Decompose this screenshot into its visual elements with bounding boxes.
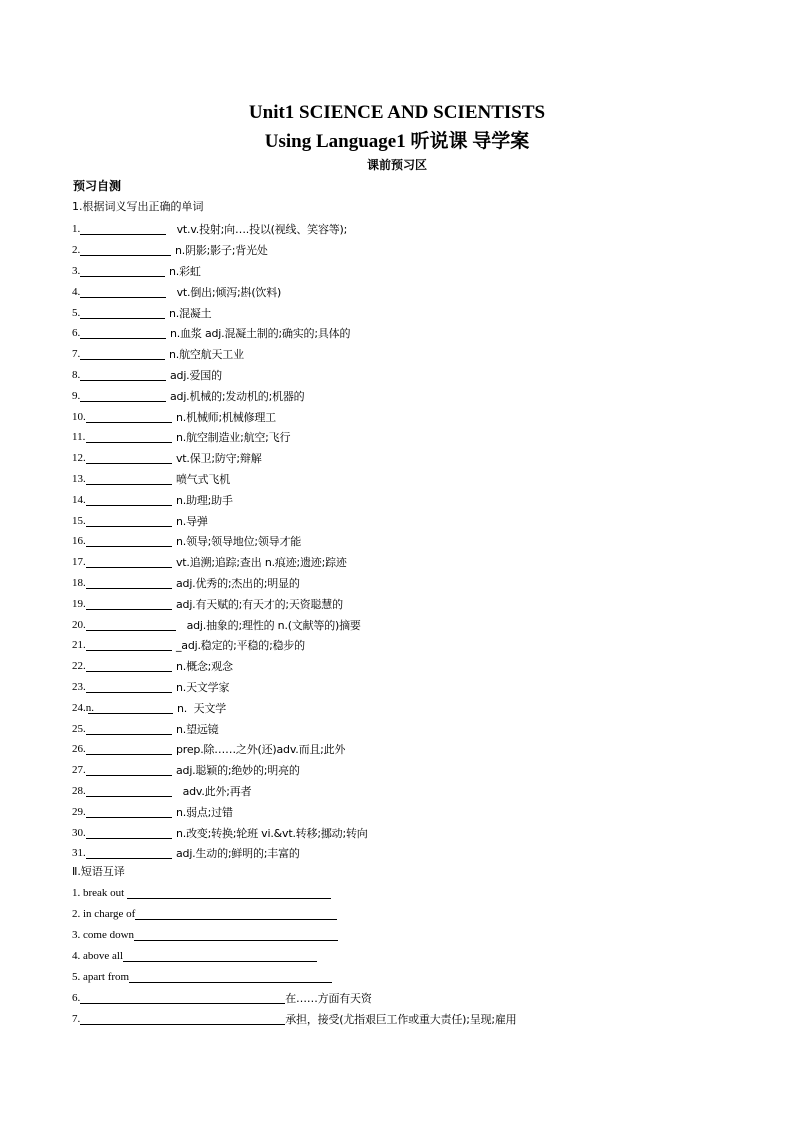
answer-blank[interactable] — [129, 971, 332, 983]
vocab-item — [72, 510, 732, 531]
word-meaning: adv.此外;再者 — [176, 784, 252, 798]
item-number: 18. — [72, 576, 86, 589]
vocab-item — [72, 489, 732, 510]
vocab-item — [72, 469, 732, 490]
vocab-item — [72, 302, 732, 323]
answer-blank[interactable] — [80, 244, 171, 256]
vocab-item — [72, 593, 732, 614]
vocab-item — [72, 406, 732, 427]
section-label: 课前预习区 — [366, 158, 427, 172]
answer-blank[interactable] — [86, 577, 172, 589]
item-number: 16. — [72, 535, 86, 548]
item-number: 27. — [72, 764, 86, 777]
answer-blank[interactable] — [86, 785, 172, 797]
item-number: 15. — [72, 514, 86, 527]
word-meaning: n.天文学家 — [176, 680, 230, 694]
word-meaning: adj.聪颖的;绝妙的;明亮的 — [176, 764, 300, 778]
answer-blank[interactable] — [80, 369, 166, 381]
word-meaning: vt.保卫;防守;辩解 — [176, 452, 262, 466]
phrase-label: 6. — [72, 991, 81, 1004]
vocab-item — [72, 344, 732, 365]
word-meaning: n.望远镜 — [176, 722, 219, 736]
item-number: 12. — [72, 452, 86, 465]
phrase-label: 5. apart from — [72, 971, 130, 983]
phrase-label: 4. above all — [72, 950, 124, 963]
item-number: 13. — [72, 472, 86, 485]
item-number: 25. — [72, 722, 86, 735]
vocab-item — [72, 323, 732, 344]
phrase-item — [72, 904, 732, 925]
item-number: 28. — [72, 784, 86, 797]
answer-blank[interactable] — [80, 286, 166, 298]
vocab-item — [72, 677, 732, 698]
word-meaning: n.阴影;影子;背光处 — [175, 244, 268, 258]
vocab-item — [72, 697, 732, 718]
word-meaning: adj.生动的;鲜明的;丰富的 — [176, 847, 300, 861]
item-number: 22. — [72, 660, 86, 673]
vocab-item — [72, 614, 732, 635]
vocab-item — [72, 635, 732, 656]
item-number: 2. — [72, 244, 81, 257]
answer-blank[interactable] — [86, 619, 176, 631]
item-number: 26. — [72, 743, 86, 756]
answer-blank[interactable] — [86, 639, 172, 651]
answer-blank[interactable] — [86, 598, 172, 610]
word-meaning: prep.除……之外(还)adv.而且;此外 — [176, 743, 346, 757]
answer-blank[interactable] — [86, 681, 172, 693]
vocab-item — [72, 281, 732, 302]
word-meaning: n.领导;领导地位;领导才能 — [176, 535, 302, 549]
answer-blank[interactable] — [80, 1013, 285, 1025]
vocab-item — [72, 760, 732, 781]
item-number: 23. — [72, 680, 86, 693]
word-meaning: n. 天文学 — [177, 701, 227, 715]
item-number: 3. — [72, 264, 81, 277]
word-meaning: n.弱点;过错 — [176, 805, 233, 819]
item-number: 17. — [72, 556, 86, 569]
phrase-heading: Ⅱ.短语互译 — [72, 865, 125, 878]
answer-blank[interactable] — [80, 992, 285, 1004]
vocab-item — [72, 427, 732, 448]
word-meaning: n.助理;助手 — [176, 493, 233, 507]
vocab-item — [72, 822, 732, 843]
phrase-label: 7. — [72, 1012, 81, 1025]
vocab-item — [72, 531, 732, 552]
item-number: 6. — [72, 327, 81, 340]
item-number: 8. — [72, 368, 81, 381]
phrase-label: 3. come down — [72, 929, 135, 942]
phrase-meaning: 在……方面有天资 — [285, 991, 372, 1005]
answer-blank[interactable] — [86, 473, 172, 485]
phrase-meaning: 承担，接受(尤指艰巨工作或重大责任);呈现;雇用 — [285, 1012, 517, 1026]
word-meaning: n.血浆 adj.混凝土制的;确实的;具体的 — [170, 327, 351, 341]
answer-blank[interactable] — [88, 702, 173, 714]
word-meaning: n.混凝土 — [169, 306, 212, 320]
phrase-list — [72, 883, 732, 1029]
answer-blank[interactable] — [80, 390, 166, 402]
item-number: 20. — [72, 618, 86, 631]
answer-blank[interactable] — [123, 950, 317, 962]
vocab-item — [72, 781, 732, 802]
answer-blank[interactable] — [86, 764, 172, 776]
item-number: 14. — [72, 493, 86, 506]
vocab-item — [72, 739, 732, 760]
vocab-item — [72, 448, 732, 469]
vocab-item — [72, 656, 732, 677]
item-number: 24.n. — [72, 701, 94, 714]
phrase-item — [72, 987, 732, 1008]
item-number: 11. — [72, 431, 86, 444]
word-meaning: n.航空航天工业 — [169, 348, 244, 362]
word-meaning: vt.v.投射;向….投以(视线、笑容等); — [170, 223, 348, 237]
document-title: Unit1 SCIENCE AND SCIENTISTS — [248, 102, 546, 123]
phrase-label: 2. in charge of — [72, 908, 136, 921]
answer-blank[interactable] — [86, 535, 172, 547]
word-meaning: n.导弹 — [176, 514, 208, 528]
answer-blank[interactable] — [86, 806, 172, 818]
item-number: 7. — [72, 348, 81, 361]
word-meaning: adj.有天赋的;有天才的;天资聪慧的 — [176, 597, 343, 611]
item-number: 29. — [72, 805, 86, 818]
word-meaning: _adj.稳定的;平稳的;稳步的 — [176, 639, 305, 653]
answer-blank[interactable] — [80, 223, 166, 235]
vocab-item — [72, 365, 732, 386]
word-meaning: n.概念;观念 — [176, 660, 233, 674]
item-number: 19. — [72, 597, 86, 610]
answer-blank[interactable] — [80, 348, 165, 360]
vocab-item — [72, 552, 732, 573]
vocab-instruction: 1.根据词义写出正确的单词 — [72, 200, 204, 213]
item-number: 5. — [72, 306, 81, 319]
answer-blank[interactable] — [86, 452, 172, 464]
answer-blank[interactable] — [134, 929, 338, 941]
word-meaning: n.彩虹 — [169, 264, 201, 278]
answer-blank[interactable] — [86, 743, 172, 755]
vocab-item — [72, 219, 732, 240]
word-meaning: vt.追溯;追踪;查出 n.痕迹;遗迹;踪迹 — [176, 556, 347, 570]
answer-blank[interactable] — [86, 411, 172, 423]
answer-blank[interactable] — [80, 265, 165, 277]
vocab-item — [72, 573, 732, 594]
answer-blank[interactable] — [135, 908, 337, 920]
answer-blank[interactable] — [86, 827, 172, 839]
phrase-item — [72, 925, 732, 946]
vocab-item — [72, 385, 732, 406]
item-number: 10. — [72, 410, 86, 423]
item-number: 30. — [72, 826, 86, 839]
phrase-item — [72, 967, 732, 988]
vocab-item — [72, 718, 732, 739]
answer-blank[interactable] — [86, 847, 172, 859]
word-meaning: adj.机械的;发动机的;机器的 — [170, 389, 305, 403]
phrase-item — [72, 883, 732, 904]
document-subtitle: Using Language1 听说课 导学案 — [264, 131, 530, 152]
word-meaning: n.机械师;机械修理工 — [176, 410, 276, 424]
preview-heading: 预习自测 — [73, 179, 122, 193]
word-meaning: 喷气式飞机 — [176, 472, 230, 486]
vocab-item — [72, 261, 732, 282]
vocab-item — [72, 843, 732, 864]
answer-blank[interactable] — [86, 660, 172, 672]
item-number: 21. — [72, 639, 86, 652]
vocab-item — [72, 801, 732, 822]
answer-blank[interactable] — [86, 431, 172, 443]
vocab-list — [72, 219, 732, 864]
word-meaning: adj.抽象的;理性的 n.(文献等的)摘要 — [180, 618, 361, 632]
vocab-item — [72, 240, 732, 261]
item-number: 31. — [72, 847, 86, 860]
answer-blank[interactable] — [86, 556, 172, 568]
answer-blank[interactable] — [80, 307, 165, 319]
item-number: 9. — [72, 389, 81, 402]
item-number: 4. — [72, 285, 81, 298]
phrase-label: 1. break out — [72, 887, 127, 900]
phrase-item — [72, 1008, 732, 1029]
word-meaning: adj.爱国的 — [170, 368, 222, 382]
answer-blank[interactable] — [86, 515, 172, 527]
word-meaning: adj.优秀的;杰出的;明显的 — [176, 576, 300, 590]
word-meaning: vt.倒出;倾泻;斟(饮料) — [170, 285, 282, 299]
answer-blank[interactable] — [86, 723, 172, 735]
item-number: 1. — [72, 223, 81, 236]
phrase-item — [72, 946, 732, 967]
answer-blank[interactable] — [86, 494, 172, 506]
answer-blank[interactable] — [80, 327, 166, 339]
word-meaning: n.改变;转换;轮班 vi.&vt.转移;挪动;转向 — [176, 826, 368, 840]
answer-blank[interactable] — [127, 887, 331, 899]
word-meaning: n.航空制造业;航空;飞行 — [176, 431, 291, 445]
